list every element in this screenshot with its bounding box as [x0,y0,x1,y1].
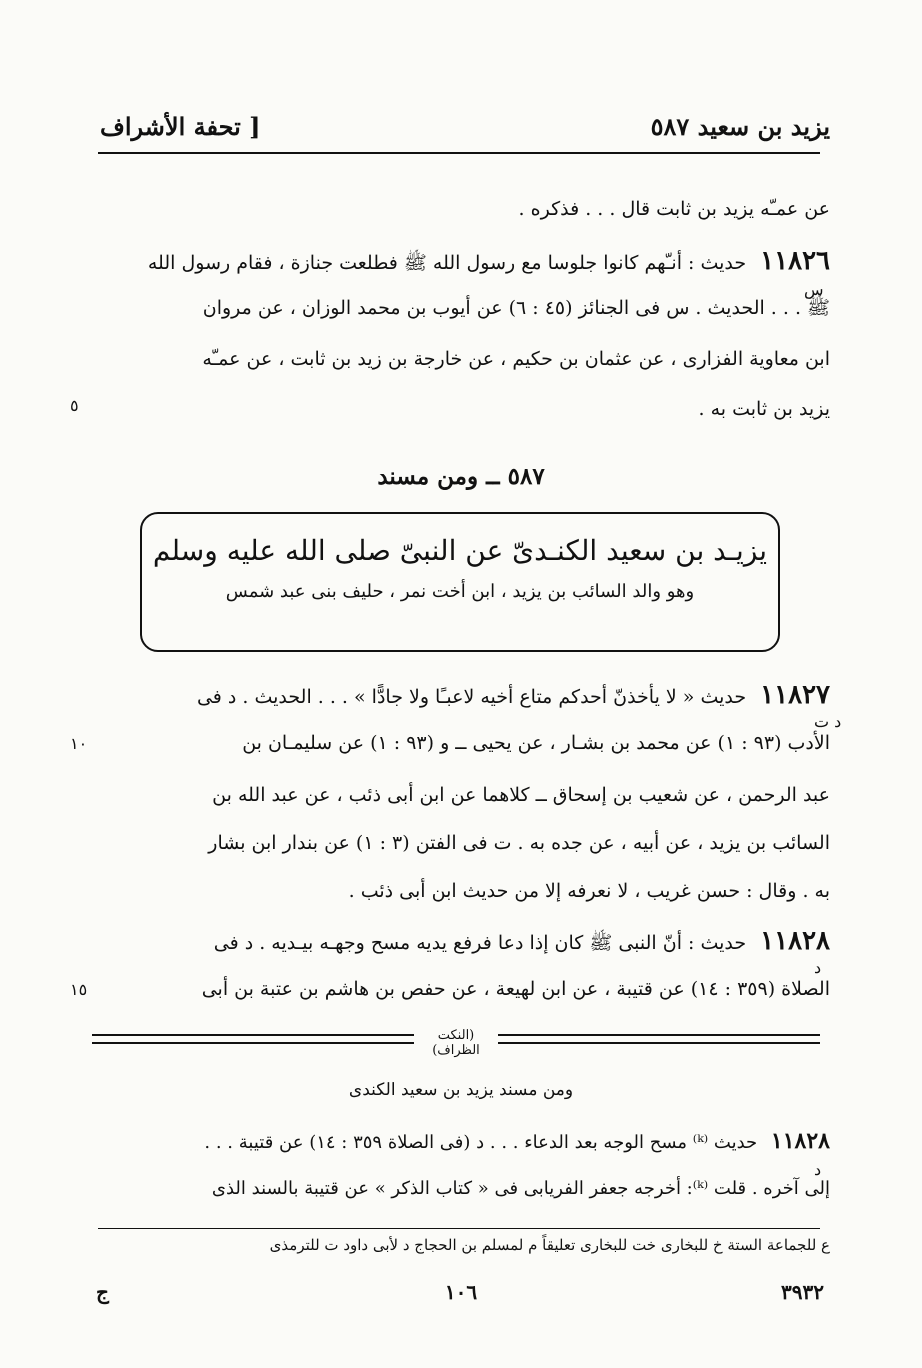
hadith-number: ١١٨٢٨ [760,926,830,956]
text-line: الأدب (٩٣ : ١) عن محمد بن بشـار ، عن يحيى ــ و (٩٣ : ١) عن سليمـان بن [242,732,830,754]
box-title: يزيـد بن سعيد الكنـدىّ عن النبىّ صلى الله عليه وسلم [152,534,768,567]
text-line: عبد الرحمن ، عن شعيب بن إسحاق ــ كلاهما عن ابن أبى ذئب ، عن عبد الله بن [212,784,830,806]
header-rule [98,152,820,154]
text-line: ابن معاوية الفزارى ، عن عثمان بن حكيم ، عن خارجة بن زيد بن ثابت ، عن عمـّه [202,348,830,370]
musnad-title-box [140,512,780,652]
line-number: ٥ [70,396,79,415]
text-line: عن عمـّه يزيد بن ثابت قال . . . فذكره . [518,198,830,220]
hadith-text: حديث « لا يأخذنّ أحدكم متاع أخيه لاعبـًا ولا جادًّا » . . . الحديث . د فى [196,686,747,708]
margin-note: د ت [814,712,842,731]
line-number: ١٥ [70,980,88,999]
footer-rule [98,1228,820,1229]
margin-note: د [814,958,822,977]
nukat-divider [92,1028,820,1058]
text-line: الصلاة (٣٥٩ : ١٤) عن قتيبة ، عن ابن لهيعة ، عن حفص بن هاشم بن عتبة بن أبى [201,978,830,1000]
margin-note: د [814,1160,822,1179]
section-title: ٥٨٧ ــ ومن مسند [377,463,545,490]
page-number-center: ١٠٦ [444,1280,478,1304]
hadith-text: حديث ⁽ᵏ⁾ مسح الوجه بعد الدعاء . . . د (فى الصلاة ٣٥٩ : ١٤) عن قتيبة . . . [204,1132,758,1153]
page-number-right: ٣٩٣٢ [781,1280,824,1304]
text-line: السائب بن يزيد ، عن أبيه ، عن جده به . ت فى الفتن (٣ : ١) عن بندار ابن بشار [208,832,830,854]
divider-rule [498,1034,820,1044]
volume-letter: ج [96,1280,109,1304]
running-header-right: يزيد بن سعيد ٥٨٧ [650,112,830,141]
nukat-title: ومن مسند يزيد بن سعيد الكندى [348,1080,574,1100]
hadith-line [130,246,830,279]
text-line: إلى آخره . قلت ⁽ᵏ⁾: أخرجه جعفر الفريابى فى « كتاب الذكر » عن قتيبة بالسند الذى [211,1178,830,1199]
hadith-line [130,680,830,710]
divider-label: (النكت الظراف) [432,1028,480,1058]
running-header-left: [ تحفة الأشراف [100,112,261,141]
hadith-text: حديث : أنّ النبى ﷺ كان إذا دعا فرفع يديه مسح وجهـه بيـديه . د فى [213,932,747,954]
margin-note: س [804,280,824,299]
divider-rule [92,1034,414,1044]
text-line: ﷺ . . . الحديث . س فى الجنائز (٤٥ : ٦) عن أيوب بن محمد الوزان ، عن مروان [202,297,830,319]
hadith-line [130,1128,830,1154]
hadith-line [130,926,830,959]
box-subtitle: وهو والد السائب بن يزيد ، ابن أخت نمر ، حليف بنى عبد شمس [225,581,695,602]
text-line: به . وقال : حسن غريب ، لا نعرفه إلا من حديث ابن أبى ذئب . [348,880,830,902]
hadith-text: حديث : أنـّهم كانوا جلوسا مع رسول الله ﷺ فطلعت جنازة ، فقام رسول الله [147,252,747,274]
abbreviations-key: ع للجماعة الستة خ للبخارى خت للبخارى تعليقاً م لمسلم بن الحجاج د لأبى داود ت للترمذى [269,1236,830,1254]
text-line: يزيد بن ثابت به . [698,398,830,420]
line-number: ١٠ [70,734,88,753]
hadith-number: ١١٨٢٧ [760,680,830,710]
hadith-number: ١١٨٢٨ [770,1128,830,1154]
hadith-number: ١١٨٢٦ [760,246,830,276]
